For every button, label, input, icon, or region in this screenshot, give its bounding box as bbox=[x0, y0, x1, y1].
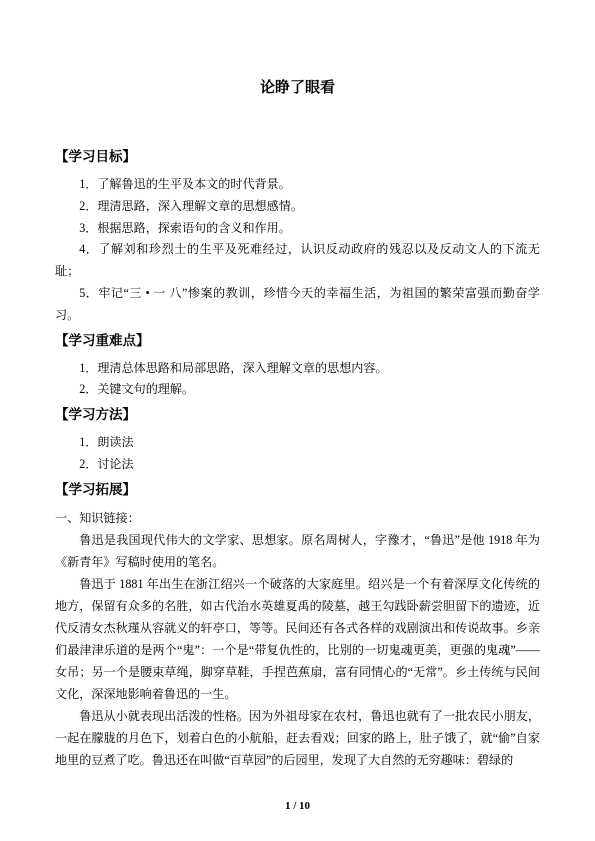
list-item: 1．朗读法 bbox=[79, 435, 134, 450]
section-heading: 【学习重难点】 bbox=[55, 332, 150, 348]
document-title: 论睁了眼看 bbox=[259, 80, 335, 96]
list-item: 2．理清思路，深入理解文章的思想感情。 bbox=[79, 198, 303, 213]
document-body bbox=[55, 146, 540, 771]
list-item: 2．关键文句的理解。 bbox=[79, 382, 195, 397]
list-item: 1．理清总体思路和局部思路，深入理解文章的思想内容。 bbox=[79, 360, 388, 375]
section-key-difficulties bbox=[55, 330, 540, 402]
section-heading: 【学习拓展】 bbox=[55, 481, 136, 497]
section-learning-objectives bbox=[55, 146, 540, 327]
body-paragraph: 鲁迅于 1881 年出生在浙江绍兴一个破落的大家庭里。绍兴是一个有着深厚文化传统的地方，保留有众多的名胜，如古代治水英雄夏禹的陵墓，越王勾践卧薪尝胆留下的遗迹，近代反清女杰秋瑾从容就义的轩亭口，等等。民间还有各式各样的戏剧演出和传说故事。乡亲们最津津乐道的是两个“鬼”：一个是“带复仇性的，比别的一切鬼魂更美，更强的鬼魂”——女吊；另一个是腰束草绳，脚穿草鞋，手捏芭蕉扇，富有同情心的“无常”。乡土传统与民间文化，深深地影响着鲁迅的一生。 bbox=[55, 576, 540, 701]
section-subheading: 一、知识链接： bbox=[55, 510, 140, 525]
list-item: 4．了解刘和珍烈士的生平及死难经过，认识反动政府的残忍以及反动文人的下流无耻； bbox=[55, 242, 540, 279]
section-heading: 【学习方法】 bbox=[55, 407, 136, 423]
body-paragraph: 鲁迅是我国现代伟大的文学家、思想家。原名周树人，字豫才，“鲁迅”是他 1918 年为《新青年》写稿时使用的笔名。 bbox=[55, 532, 540, 569]
section-heading: 【学习目标】 bbox=[55, 149, 136, 164]
list-item: 2．讨论法 bbox=[79, 456, 134, 471]
list-item: 1．了解鲁迅的生平及本文的时代背景。 bbox=[79, 177, 291, 191]
section-learning-methods bbox=[55, 404, 540, 476]
page-number: 1 / 10 bbox=[284, 800, 311, 812]
list-item: 5．牢记“三 • 一 八”惨案的教训，珍惜今天的幸福生活，为祖国的繁荣富强而勤奋学习。 bbox=[55, 285, 540, 322]
list-item: 3．根据思路，探索语句的含义和作用。 bbox=[79, 220, 291, 235]
section-learning-extension bbox=[55, 479, 540, 771]
body-paragraph: 鲁迅从小就表现出活泼的性格。因为外祖母家在农村，鲁迅也就有了一批农民小朋友，一起在朦胧的月色下，划着白色的小航船，赶去看戏；回家的路上，肚子饿了，就“偷”自家地里的豆煮了吃。鲁迅还在叫做“百草园”的后园里，发现了大自然的无穷趣味：碧绿的 bbox=[55, 708, 540, 767]
